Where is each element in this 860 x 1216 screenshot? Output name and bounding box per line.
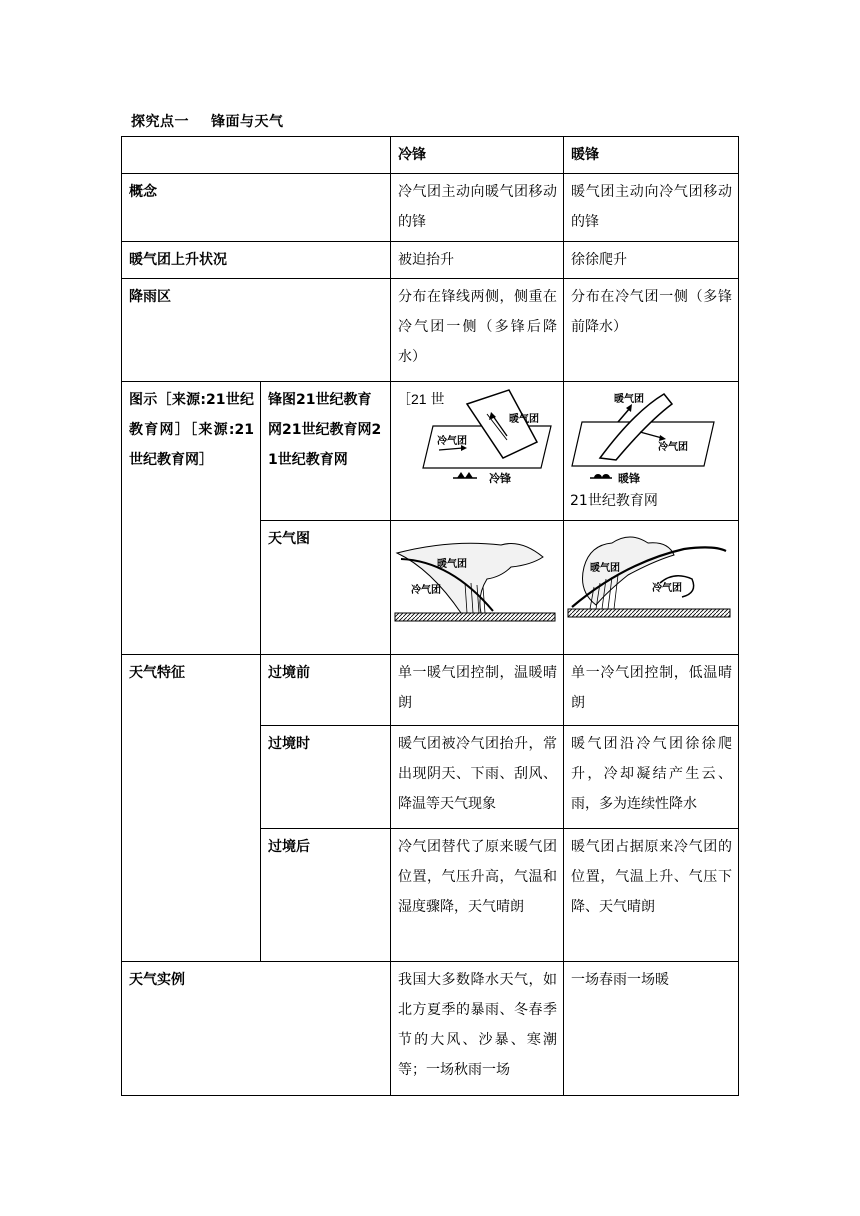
cold-weather-map-cell	[391, 521, 564, 655]
before-warm: 单一冷气团控制，低温晴朗	[564, 655, 739, 726]
overlay-source-text: ［21 世	[397, 391, 445, 407]
before-cold: 单一暖气团控制，温暖晴朗	[391, 655, 564, 726]
rain-label: 降雨区	[122, 279, 391, 382]
concept-warm: 暖气团主动向冷气团移动的锋	[564, 174, 739, 242]
warm-front-diagram-cell	[564, 382, 739, 521]
cold-front-weather-map	[391, 521, 564, 654]
header-cold-front: 冷锋	[391, 137, 564, 174]
cold-ground-hatch	[395, 613, 555, 621]
warm-weather-map-cell	[564, 521, 739, 655]
cold-mass-label: 冷气团	[437, 436, 467, 447]
rise-warm: 徐徐爬升	[564, 242, 739, 279]
cold-front-symbol-tri2	[465, 472, 473, 478]
weather-warm-cold-label: 冷气团	[652, 583, 682, 594]
warm-fig-warm-label: 暖气团	[614, 394, 644, 405]
warm-rise-arrow	[618, 408, 630, 422]
cold-cloud-shape	[397, 543, 543, 613]
after-warm: 暖气团占据原来冷气团的位置，气温上升、气压下降、天气晴朗	[564, 829, 739, 962]
weather-cold-warm-label: 暖气团	[437, 559, 467, 570]
cold-front-symbol-tri1	[457, 472, 465, 478]
example-cold: 我国大多数降水天气，如北方夏季的暴雨、冬春季节的大风、沙暴、寒潮等；一场秋雨一场	[391, 962, 564, 1096]
during-warm: 暖气团沿冷气团徐徐爬升，冷却凝结产生云、雨，多为连续性降水	[564, 726, 739, 829]
example-label: 天气实例	[122, 962, 391, 1096]
section-heading	[131, 111, 284, 131]
concept-cold: 冷气团主动向暖气团移动的锋	[391, 174, 564, 242]
during-label: 过境时	[261, 726, 391, 829]
diagram-label: 图示［来源:21世纪教育网］［来源:21世纪教育网］	[122, 382, 261, 655]
warm-ground-hatch	[568, 609, 730, 617]
cold-front-diagram	[391, 382, 564, 520]
diagram-row	[122, 382, 739, 521]
rise-cold: 被迫抬升	[391, 242, 564, 279]
before-label: 过境前	[261, 655, 391, 726]
warm-front-diagram	[564, 382, 739, 486]
rise-row	[122, 242, 739, 279]
rise-label: 暖气团上升状况	[122, 242, 391, 279]
example-warm: 一场春雨一场暖	[564, 962, 739, 1096]
warm-front-label: 暖锋	[618, 473, 640, 485]
weather-feature-label: 天气特征	[122, 655, 261, 962]
cold-front-label: 冷锋	[489, 473, 511, 485]
rain-warm: 分布在冷气团一侧（多锋前降水）	[564, 279, 739, 382]
diagram-sub-front: 锋图21世纪教育网21世纪教育网21世纪教育网	[261, 382, 391, 521]
example-row	[122, 962, 739, 1096]
weather-map-label: 天气图	[261, 521, 391, 655]
weather-warm-warm-label: 暖气团	[590, 563, 620, 574]
header-warm-front: 暖锋	[564, 137, 739, 174]
warm-fig-cold-label: 冷气团	[658, 442, 688, 453]
header-empty-cell	[122, 137, 391, 174]
heading-part1: 探究点一	[131, 114, 189, 130]
concept-row	[122, 174, 739, 242]
rain-cold: 分布在锋线两侧，侧重在冷气团一侧（多锋后降水）	[391, 279, 564, 382]
warm-mass-label: 暖气团	[509, 414, 539, 425]
after-label: 过境后	[261, 829, 391, 962]
during-cold: 暖气团被冷气团抬升，常出现阴天、下雨、刮风、降温等天气现象	[391, 726, 564, 829]
rain-row	[122, 279, 739, 382]
before-row	[122, 655, 739, 726]
cold-front-diagram-cell	[391, 382, 564, 521]
front-weather-table	[121, 136, 739, 1096]
header-row	[122, 137, 739, 174]
after-cold: 冷气团替代了原来暖气团位置，气压升高，气温和湿度骤降，天气晴朗	[391, 829, 564, 962]
warm-front-weather-map	[564, 521, 739, 654]
heading-part2: 锋面与天气	[211, 114, 284, 130]
weather-cold-cold-label: 冷气团	[411, 585, 441, 596]
warm-diagram-caption: 21世纪教育网	[570, 493, 658, 509]
concept-label: 概念	[122, 174, 391, 242]
